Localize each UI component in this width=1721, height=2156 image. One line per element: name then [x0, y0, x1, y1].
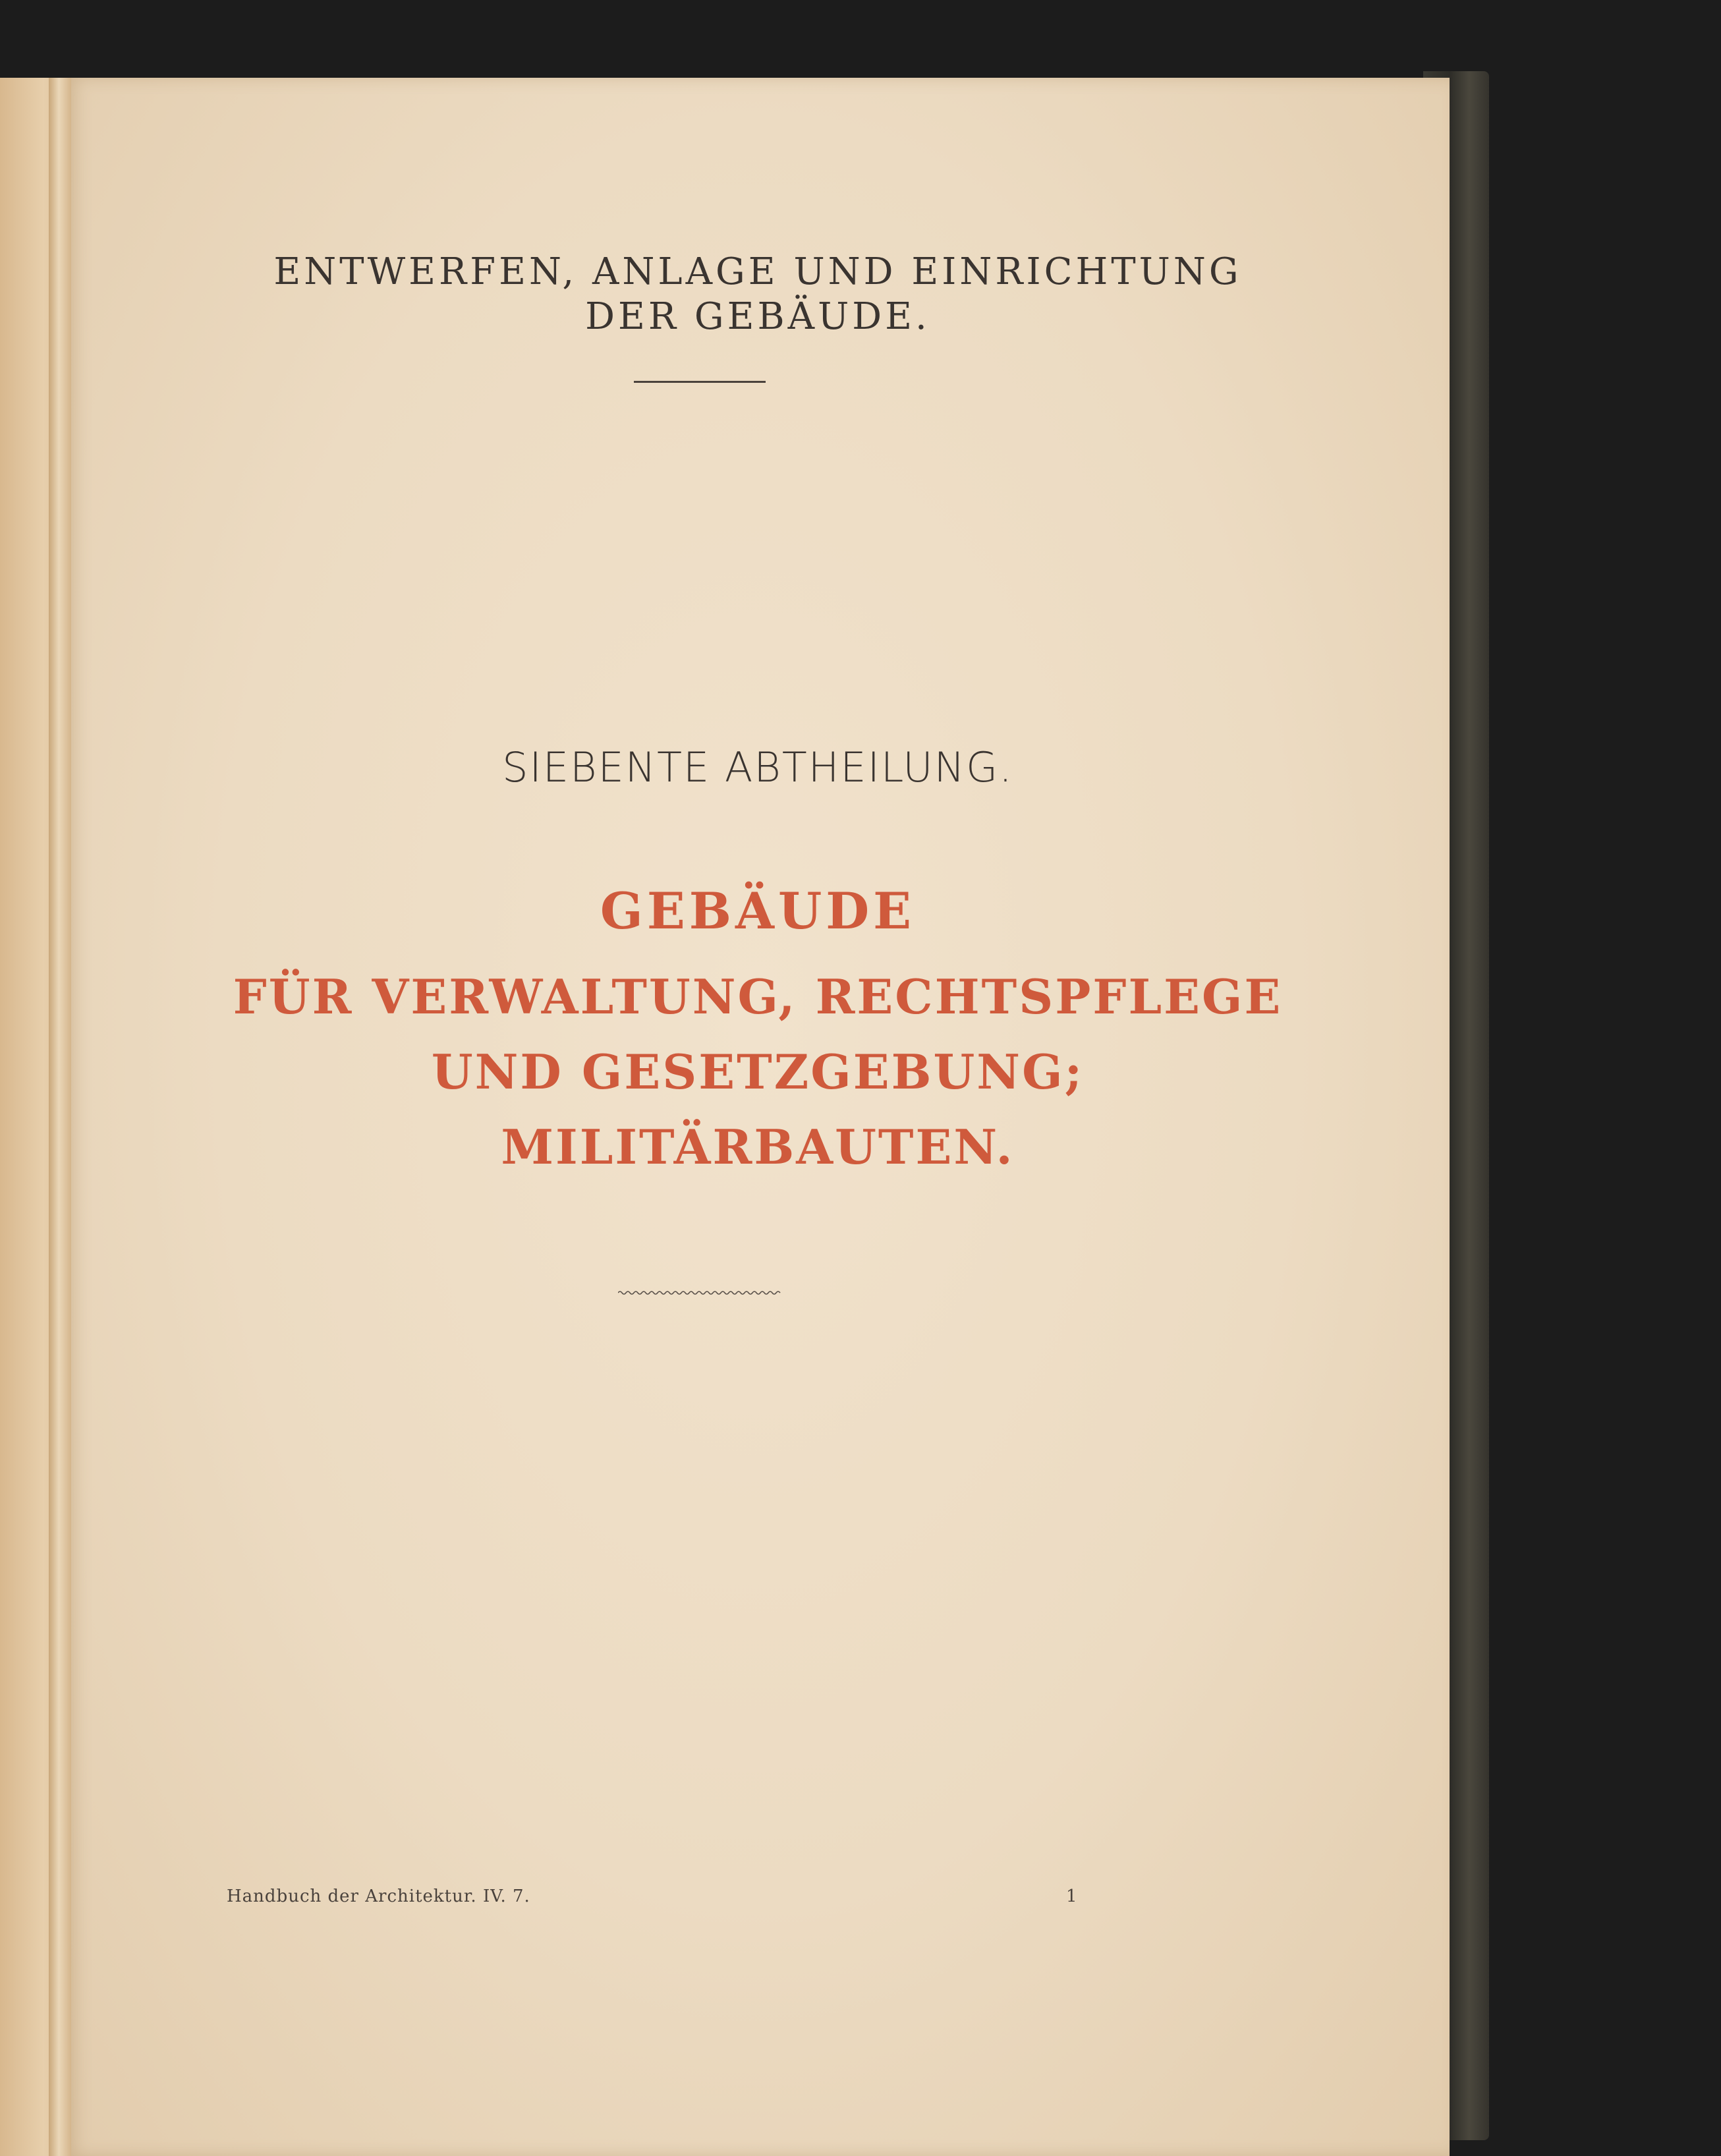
ornamental-wavy-rule [618, 1289, 783, 1297]
volume-title-line-3: MILITÄRBAUTEN. [501, 1119, 1015, 1175]
volume-title-main: GEBÄUDE [600, 882, 916, 940]
series-title-line-1: ENTWERFEN, ANLAGE UND EINRICHTUNG [273, 250, 1242, 293]
footer-signature-mark: 1 [1066, 1886, 1078, 1906]
series-title-line-2: DER GEBÄUDE. [585, 295, 930, 338]
volume-title-line-1: FÜR VERWALTUNG, RECHTSPFLEGE [233, 969, 1283, 1025]
title-page [66, 78, 1450, 2156]
volume-title-line-2: UND GESETZGEBUNG; [431, 1044, 1085, 1100]
divider-rule [634, 381, 766, 383]
division-heading: SIEBENTE ABTHEILUNG. [502, 743, 1013, 791]
footer-source-note: Handbuch der Architektur. IV. 7. [227, 1886, 530, 1906]
book-gutter [49, 78, 71, 2156]
